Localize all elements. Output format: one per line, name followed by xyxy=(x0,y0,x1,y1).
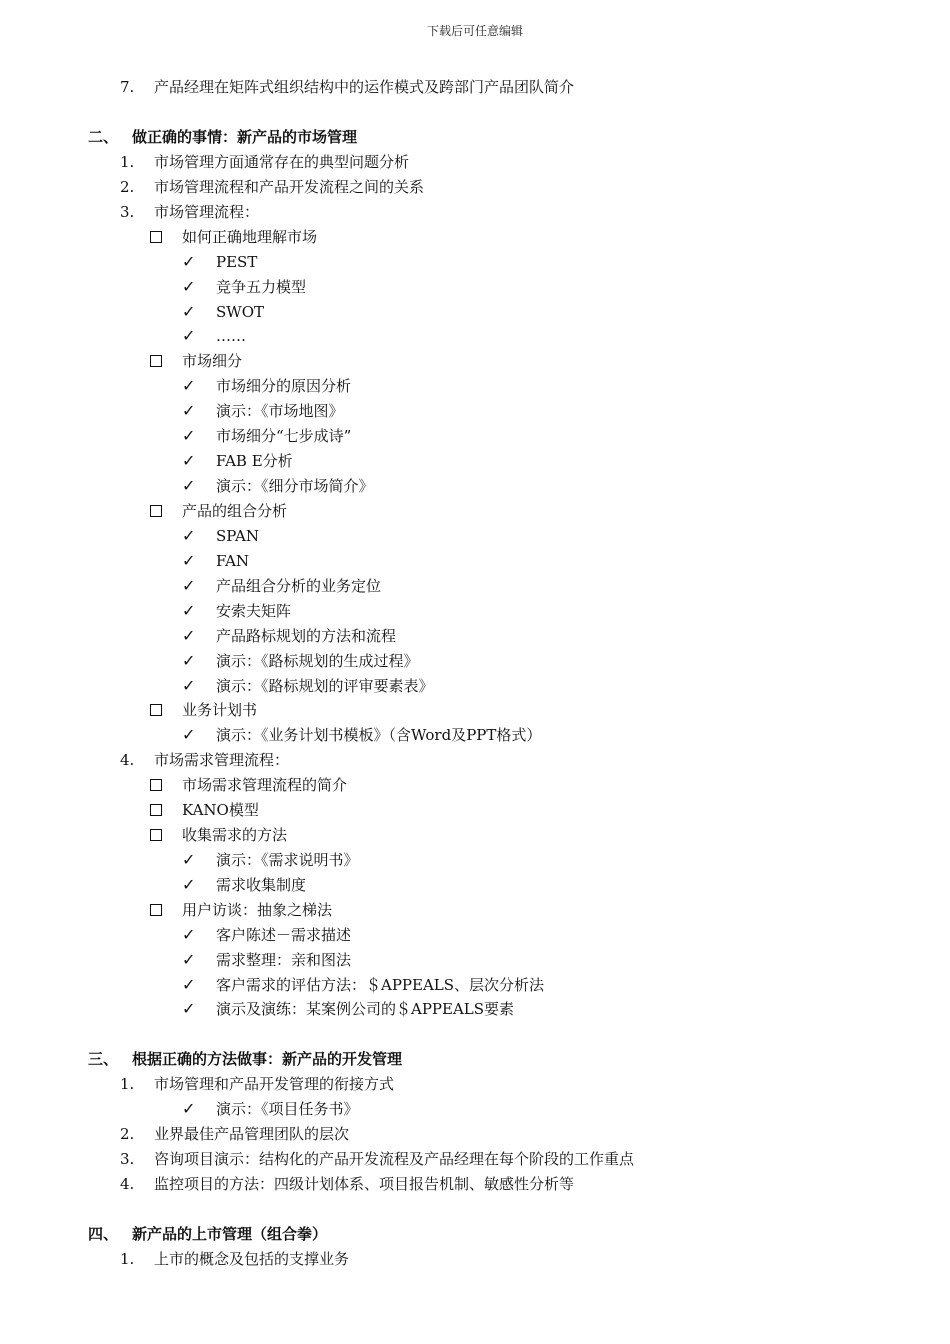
check-item xyxy=(182,375,351,397)
check-item xyxy=(182,1098,359,1120)
numbered-item xyxy=(120,176,424,198)
check-item xyxy=(182,849,359,871)
checkmark-icon: ✓ xyxy=(182,676,196,695)
list-marker: 2. xyxy=(120,178,135,196)
item-text: SPAN xyxy=(216,527,259,545)
checkmark-icon: ✓ xyxy=(182,576,196,595)
numbered-item xyxy=(120,1073,394,1095)
checkmark-icon: ✓ xyxy=(182,875,196,894)
square-bullet-icon xyxy=(150,231,162,243)
numbered-item xyxy=(120,151,409,173)
check-item xyxy=(182,550,249,572)
check-item xyxy=(182,724,541,746)
check-item xyxy=(182,450,293,472)
numbered-item xyxy=(120,201,259,223)
item-text: 业界最佳产品管理团队的层次 xyxy=(154,1125,350,1143)
checkmark-icon: ✓ xyxy=(182,925,196,944)
checkmark-icon: ✓ xyxy=(182,725,196,744)
item-text: 演示：《路标规划的生成过程》 xyxy=(216,652,419,670)
check-item xyxy=(182,998,514,1020)
checkmark-icon: ✓ xyxy=(182,277,196,296)
checkbox-item xyxy=(150,824,287,846)
numbered-item xyxy=(120,749,289,771)
item-text: 产品路标规划的方法和流程 xyxy=(216,627,397,645)
checkmark-icon: ✓ xyxy=(182,1099,196,1118)
checkmark-icon: ✓ xyxy=(182,950,196,969)
item-text: 演示：《业务计划书模板》（含Word及PPT格式） xyxy=(216,726,542,744)
item-text: FAN xyxy=(216,552,250,570)
checkbox-item xyxy=(150,774,347,796)
item-text: 市场需求管理流程的简介 xyxy=(182,776,348,794)
checkmark-icon: ✓ xyxy=(182,401,196,420)
check-item xyxy=(182,575,381,597)
checkbox-item xyxy=(150,350,242,372)
checkbox-item xyxy=(150,799,259,821)
item-text: 上市的概念及包括的支撑业务 xyxy=(154,1250,350,1268)
check-item xyxy=(182,625,396,647)
item-text: …… xyxy=(216,327,246,345)
checkmark-icon: ✓ xyxy=(182,526,196,545)
item-text: 产品组合分析的业务定位 xyxy=(216,577,382,595)
list-marker: 1. xyxy=(120,153,135,171)
square-bullet-icon xyxy=(150,704,162,716)
square-bullet-icon xyxy=(150,804,162,816)
checkbox-item xyxy=(150,699,257,721)
list-marker: 四、 xyxy=(88,1225,119,1243)
check-item xyxy=(182,874,306,896)
section-heading xyxy=(88,126,357,148)
checkmark-icon: ✓ xyxy=(182,626,196,645)
check-item xyxy=(182,475,374,497)
list-marker: 3. xyxy=(120,203,135,221)
checkmark-icon: ✓ xyxy=(182,252,196,271)
checkmark-icon: ✓ xyxy=(182,326,196,345)
item-text: 根据正确的方法做事：新产品的开发管理 xyxy=(132,1050,403,1068)
check-item xyxy=(182,949,351,971)
section-heading xyxy=(88,1223,327,1245)
list-marker: 4. xyxy=(120,1175,135,1193)
item-text: 安索夫矩阵 xyxy=(216,602,292,620)
checkmark-icon: ✓ xyxy=(182,551,196,570)
checkbox-item xyxy=(150,500,287,522)
item-text: 监控项目的方法：四级计划体系、项目报告机制、敏感性分析等 xyxy=(154,1175,575,1193)
checkmark-icon: ✓ xyxy=(182,376,196,395)
item-text: 市场管理流程： xyxy=(154,203,260,221)
numbered-item xyxy=(120,1173,574,1195)
item-text: 市场管理方面通常存在的典型问题分析 xyxy=(154,153,410,171)
square-bullet-icon xyxy=(150,829,162,841)
checkmark-icon: ✓ xyxy=(182,302,196,321)
checkmark-icon: ✓ xyxy=(182,975,196,994)
list-marker: 7. xyxy=(120,78,135,96)
list-marker: 1. xyxy=(120,1250,135,1268)
item-text: 演示：《需求说明书》 xyxy=(216,851,359,869)
item-text: PEST xyxy=(216,253,258,271)
item-text: 如何正确地理解市场 xyxy=(182,228,318,246)
item-text: 收集需求的方法 xyxy=(182,826,288,844)
numbered-item xyxy=(120,1148,634,1170)
checkmark-icon: ✓ xyxy=(182,999,196,1018)
item-text: 市场细分的原因分析 xyxy=(216,377,352,395)
item-text: 市场管理和产品开发管理的衔接方式 xyxy=(154,1075,395,1093)
square-bullet-icon xyxy=(150,505,162,517)
list-marker: 3. xyxy=(120,1150,135,1168)
item-text: 市场细分 xyxy=(182,352,243,370)
square-bullet-icon xyxy=(150,355,162,367)
item-text: 产品经理在矩阵式组织结构中的运作模式及跨部门产品团队简介 xyxy=(154,78,575,96)
item-text: 用户访谈：抽象之梯法 xyxy=(182,901,333,919)
checkmark-icon: ✓ xyxy=(182,601,196,620)
item-text: 客户陈述－需求描述 xyxy=(216,926,352,944)
check-item xyxy=(182,924,351,946)
item-text: 需求整理：亲和图法 xyxy=(216,951,352,969)
check-item xyxy=(182,974,544,996)
checkbox-item xyxy=(150,226,317,248)
item-text: KANO模型 xyxy=(182,801,259,819)
check-item xyxy=(182,650,419,672)
item-text: 竞争五力模型 xyxy=(216,278,307,296)
item-text: 业务计划书 xyxy=(182,701,258,719)
numbered-item xyxy=(120,76,574,98)
item-text: 做正确的事情：新产品的市场管理 xyxy=(132,128,358,146)
numbered-item xyxy=(120,1123,349,1145)
checkmark-icon: ✓ xyxy=(182,651,196,670)
list-marker: 三、 xyxy=(88,1050,119,1068)
check-item xyxy=(182,425,351,447)
item-text: 市场需求管理流程： xyxy=(154,751,290,769)
item-text: 新产品的上市管理（组合拳） xyxy=(132,1225,328,1243)
checkmark-icon: ✓ xyxy=(182,451,196,470)
item-text: 客户需求的评估方法：＄APPEALS、层次分析法 xyxy=(216,976,545,994)
item-text: 市场管理流程和产品开发流程之间的关系 xyxy=(154,178,425,196)
checkmark-icon: ✓ xyxy=(182,850,196,869)
square-bullet-icon xyxy=(150,904,162,916)
item-text: 咨询项目演示：结构化的产品开发流程及产品经理在每个阶段的工作重点 xyxy=(154,1150,635,1168)
list-marker: 2. xyxy=(120,1125,135,1143)
item-text: 演示：《细分市场简介》 xyxy=(216,477,374,495)
item-text: 市场细分“七步成诗” xyxy=(216,427,352,445)
check-item xyxy=(182,276,306,298)
item-text: 演示：《项目任务书》 xyxy=(216,1100,359,1118)
item-text: FAB E分析 xyxy=(216,452,293,470)
item-text: 演示：《市场地图》 xyxy=(216,402,344,420)
check-item xyxy=(182,675,434,697)
checkmark-icon: ✓ xyxy=(182,476,196,495)
check-item xyxy=(182,325,246,347)
list-marker: 4. xyxy=(120,751,135,769)
item-text: 演示及演练：某案例公司的＄APPEALS要素 xyxy=(216,1000,515,1018)
page-header: 下载后可任意编辑 xyxy=(426,24,523,38)
checkmark-icon: ✓ xyxy=(182,426,196,445)
item-text: 需求收集制度 xyxy=(216,876,307,894)
check-item xyxy=(182,400,344,422)
square-bullet-icon xyxy=(150,779,162,791)
check-item xyxy=(182,301,264,323)
item-text: SWOT xyxy=(216,303,264,321)
list-marker: 二、 xyxy=(88,128,119,146)
item-text: 演示：《路标规划的评审要素表》 xyxy=(216,677,434,695)
list-marker: 1. xyxy=(120,1075,135,1093)
check-item xyxy=(182,525,259,547)
checkbox-item xyxy=(150,899,332,921)
check-item xyxy=(182,251,257,273)
section-heading xyxy=(88,1048,402,1070)
item-text: 产品的组合分析 xyxy=(182,502,288,520)
check-item xyxy=(182,600,291,622)
numbered-item xyxy=(120,1248,349,1270)
